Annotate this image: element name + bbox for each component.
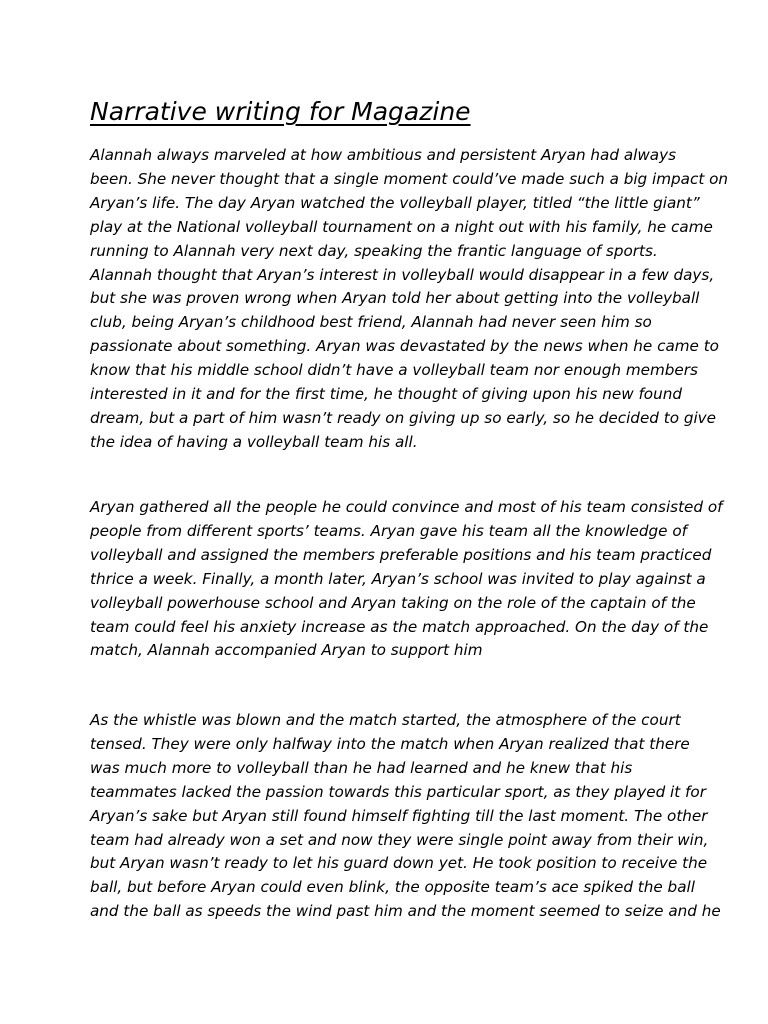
text-line: thrice a week. Finally, a month later, Aryan’s school was invited to play against a	[90, 569, 706, 588]
text-line: people from different sports’ teams. Aryan gave his team all the knowledge of	[90, 521, 687, 540]
text-line: team had already won a set and now they were single point away from their win,	[90, 830, 709, 849]
text-line: club, being Aryan’s childhood best friend, Alannah had never seen him so	[90, 313, 652, 332]
text-line: Alannah thought that Aryan’s interest in volleyball would disappear in a few days,	[90, 265, 715, 284]
text-line: dream, but a part of him wasn’t ready on giving up so early, so he decided to give	[90, 408, 717, 427]
text-line: teammates lacked the passion towards this particular sport, as they played it for	[90, 782, 706, 801]
text-line: As the whistle was blown and the match started, the atmosphere of the court	[90, 711, 681, 729]
text-line: was much more to volleyball than he had learned and he knew that his	[90, 758, 633, 777]
text-line: Aryan’s life. The day Aryan watched the volleyball player, titled “the little giant”	[90, 193, 700, 212]
text-line: the idea of having a volleyball team his all.	[90, 432, 418, 451]
text-line: volleyball powerhouse school and Aryan taking on the role of the captain of the	[90, 593, 696, 612]
text-line: and the ball as speeds the wind past him and the moment seemed to seize and he	[90, 902, 721, 921]
text-line: interested in it and for the first time, he thought of giving upon his new found	[90, 385, 682, 404]
text-line: team could feel his anxiety increase as the match approached. On the day of the	[90, 617, 709, 636]
text-line: ball, but before Aryan could even blink, the opposite team’s ace spiked the ball	[90, 878, 695, 897]
text-line: running to Alannah very next day, speaking the frantic language of sports.	[90, 241, 658, 260]
text-line: but Aryan wasn’t ready to let his guard down yet. He took position to receive the	[90, 854, 708, 873]
text-line: been. She never thought that a single moment could’ve made such a big impact on	[90, 169, 729, 188]
text-line: but she was proven wrong when Aryan told her about getting into the volleyball	[90, 289, 700, 308]
text-line: Aryan’s sake but Aryan still found himself fighting till the last moment. The other	[90, 806, 708, 825]
text-line: tensed. They were only halfway into the match when Aryan realized that there	[90, 734, 690, 753]
text-line: volleyball and assigned the members preferable positions and his team practiced	[90, 545, 712, 564]
paragraph-2	[90, 496, 723, 663]
paragraph-3	[90, 709, 721, 924]
text-line: match, Alannah accompanied Aryan to support him	[90, 641, 483, 660]
text-line: Aryan gathered all the people he could convince and most of his team consisted of	[90, 498, 723, 516]
document-title: Narrative writing for Magazine	[90, 97, 471, 126]
paragraph-1	[90, 144, 729, 455]
text-line: passionate about something. Aryan was devastated by the news when he came to	[90, 337, 719, 356]
text-line: play at the National volleyball tournament on a night out with his family, he came	[90, 217, 713, 236]
text-line: Alannah always marveled at how ambitious and persistent Aryan had always	[90, 146, 676, 164]
text-line: know that his middle school didn’t have a volleyball team nor enough members	[90, 361, 698, 380]
